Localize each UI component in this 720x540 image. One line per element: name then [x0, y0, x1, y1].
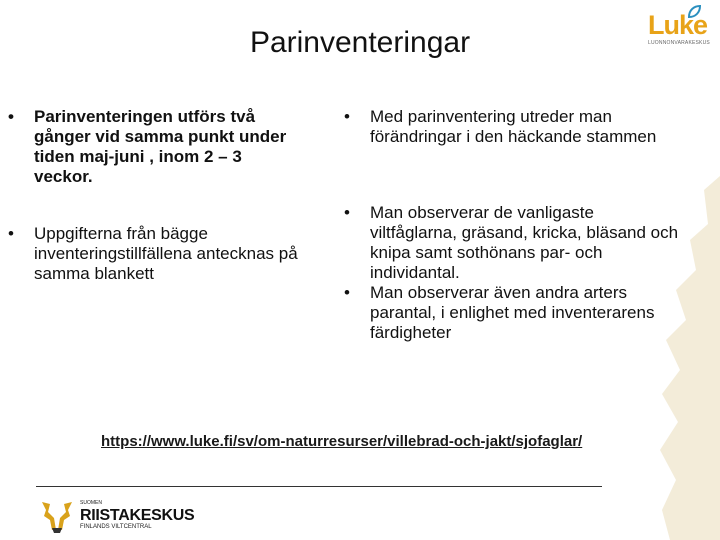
slide-title: Parinventeringar	[249, 26, 471, 59]
bullet-text: Uppgifterna från bägge inventeringstillfällena antecknas på samma blankett	[34, 224, 298, 283]
riistakeskus-top: SUOMEN	[80, 500, 102, 506]
bullet-item	[8, 107, 298, 187]
source-link[interactable]: https://www.luke.fi/sv/om-naturresurser/villebrad-och-jakt/sjofaglar/	[101, 433, 583, 450]
luke-logo-word: Luke	[648, 10, 708, 40]
bullet-icon: •	[344, 203, 350, 222]
bullet-text: Parinventeringen utförs två gånger vid samma punkt under tiden maj-juni , inom 2 – 3 veckor.	[34, 107, 287, 186]
bullet-text: Med parinventering utreder man förändringar i den häckande stammen	[370, 107, 657, 146]
luke-logo-tagline: LUONNONVARAKESKUS	[648, 40, 710, 46]
right-column	[344, 107, 684, 342]
bullet-item	[344, 203, 684, 283]
bullet-icon: •	[8, 224, 14, 243]
riistakeskus-logo	[38, 498, 218, 534]
leaf-icon	[686, 4, 702, 20]
bullet-icon: •	[8, 107, 14, 126]
riistakeskus-sub: FINLANDS VILTCENTRAL	[80, 524, 152, 530]
luke-logo	[648, 8, 708, 48]
riistakeskus-name: RIISTAKESKUS	[80, 507, 195, 524]
bullet-item	[344, 283, 684, 343]
bullet-item	[8, 224, 298, 284]
bullet-icon: •	[344, 283, 350, 302]
antler-logo-icon	[38, 498, 76, 534]
footer-divider	[36, 486, 602, 487]
bullet-icon: •	[344, 107, 350, 126]
bullet-text: Man observerar även andra arters parantal, i enlighet med inventerarens färdigheter	[370, 283, 655, 342]
bullet-text: Man observerar de vanligaste viltfåglarna, gräsand, kricka, bläsand och knipa samt sothönans par- och individantal.	[370, 203, 679, 282]
left-column	[8, 107, 298, 283]
bullet-item	[344, 107, 684, 147]
